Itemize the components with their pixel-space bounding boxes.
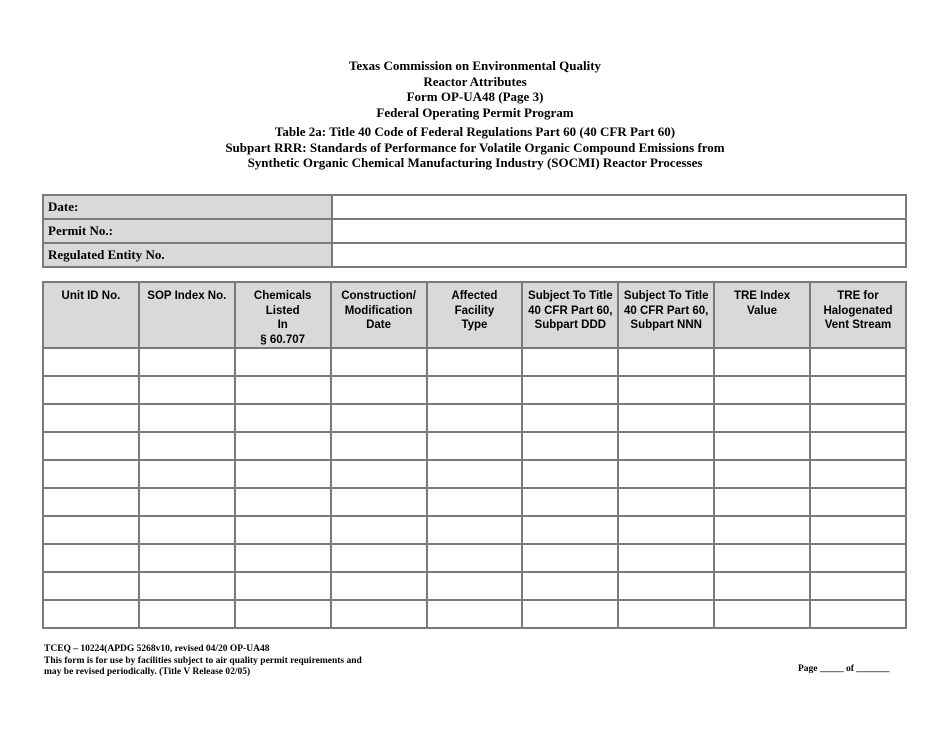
entity-row — [43, 243, 906, 267]
table-cell[interactable] — [522, 544, 618, 572]
table-cell[interactable] — [235, 600, 331, 628]
table-cell[interactable] — [427, 600, 523, 628]
table-cell[interactable] — [427, 488, 523, 516]
column-header-line: Construction/ — [341, 290, 416, 302]
table-row — [43, 544, 906, 572]
table-cell[interactable] — [714, 544, 810, 572]
column-header-line: Subject To Title — [528, 290, 613, 302]
form-subject: Reactor Attributes — [423, 73, 527, 89]
table-cell[interactable] — [43, 348, 139, 376]
table-cell[interactable] — [522, 516, 618, 544]
date-row — [43, 195, 906, 219]
column-header-line: Subpart NNN — [630, 319, 702, 331]
table-cell[interactable] — [714, 572, 810, 600]
table-cell[interactable] — [427, 404, 523, 432]
column-header — [427, 282, 523, 348]
table-cell[interactable] — [235, 488, 331, 516]
table-cell[interactable] — [43, 600, 139, 628]
column-header-line: Date — [366, 319, 392, 331]
column-header — [139, 282, 235, 348]
program-name: Federal Operating Permit Program — [376, 104, 574, 120]
permit-info-table — [42, 194, 907, 268]
column-header-line: Subpart DDD — [534, 319, 607, 331]
table-cell[interactable] — [139, 404, 235, 432]
table-cell[interactable] — [331, 600, 427, 628]
table-cell[interactable] — [810, 516, 906, 544]
regulated-entity-field[interactable] — [332, 243, 906, 267]
regulated-entity-label: Regulated Entity No. — [43, 243, 332, 267]
table-cell[interactable] — [235, 572, 331, 600]
table-cell[interactable] — [139, 572, 235, 600]
table-cell[interactable] — [810, 572, 906, 600]
table-title: Table 2a: Title 40 Code of Federal Regulations Part 60 (40 CFR Part 60) — [274, 124, 676, 139]
table-cell[interactable] — [522, 572, 618, 600]
table-cell[interactable] — [331, 348, 427, 376]
table-cell[interactable] — [235, 404, 331, 432]
permit-number-field[interactable] — [332, 219, 906, 243]
table-cell[interactable] — [139, 600, 235, 628]
table-cell[interactable] — [235, 348, 331, 376]
table-cell[interactable] — [331, 516, 427, 544]
table-cell[interactable] — [714, 488, 810, 516]
table-cell[interactable] — [331, 432, 427, 460]
table-cell[interactable] — [331, 544, 427, 572]
table-cell[interactable] — [522, 460, 618, 488]
footer-usage-note: This form is for use by facilities subject to air quality permit requirements and — [44, 655, 362, 666]
column-header — [618, 282, 714, 348]
table-cell[interactable] — [618, 488, 714, 516]
column-header-line: In — [277, 319, 288, 331]
table-cell[interactable] — [810, 376, 906, 404]
column-header-line: 40 CFR Part 60, — [624, 304, 709, 317]
table-cell[interactable] — [139, 460, 235, 488]
reactor-attributes-table — [42, 281, 907, 629]
column-header-line: Subject To Title — [623, 290, 709, 302]
agency-name: Texas Commission on Environmental Quality — [348, 58, 602, 73]
table-cell[interactable] — [331, 460, 427, 488]
table-cell[interactable] — [331, 488, 427, 516]
table-cell[interactable] — [235, 516, 331, 544]
column-header-line: 40 CFR Part 60, — [528, 304, 613, 317]
page-number: Page _____ of _______ — [798, 664, 890, 674]
table-cell[interactable] — [714, 600, 810, 628]
form-number: Form OP-UA48 (Page 3) — [406, 89, 544, 104]
table-cell[interactable] — [522, 348, 618, 376]
table-cell[interactable] — [810, 348, 906, 376]
column-header-line: SOP Index No. — [147, 290, 227, 302]
permit-number-label: Permit No.: — [43, 219, 332, 243]
table-row — [43, 600, 906, 628]
table-cell[interactable] — [714, 404, 810, 432]
column-header — [810, 282, 906, 348]
form-header — [0, 58, 950, 171]
table-cell[interactable] — [618, 348, 714, 376]
table-cell[interactable] — [714, 432, 810, 460]
permit-row — [43, 219, 906, 243]
table-cell[interactable] — [427, 348, 523, 376]
table-cell[interactable] — [810, 460, 906, 488]
table-cell[interactable] — [618, 460, 714, 488]
column-header-line: TRE Index Value — [733, 290, 791, 317]
table-cell[interactable] — [427, 572, 523, 600]
column-header-line: Vent Stream — [824, 319, 892, 331]
table-cell[interactable] — [810, 600, 906, 628]
table-row — [43, 348, 906, 376]
column-header-row — [43, 282, 906, 348]
table-cell[interactable] — [331, 572, 427, 600]
table-cell[interactable] — [235, 460, 331, 488]
table-cell[interactable] — [810, 544, 906, 572]
table-cell[interactable] — [331, 376, 427, 404]
table-cell[interactable] — [810, 404, 906, 432]
column-header-line: Type — [461, 319, 488, 331]
table-cell[interactable] — [43, 488, 139, 516]
table-cell[interactable] — [139, 544, 235, 572]
table-cell[interactable] — [427, 544, 523, 572]
table-cell[interactable] — [43, 516, 139, 544]
table-cell[interactable] — [714, 376, 810, 404]
table-cell[interactable] — [427, 432, 523, 460]
table-cell[interactable] — [714, 460, 810, 488]
table-cell[interactable] — [43, 572, 139, 600]
footer-form-id: TCEQ – 10224(APDG 5268v10, revised 04/20 OP-UA48 — [44, 644, 270, 654]
table-cell[interactable] — [235, 544, 331, 572]
column-header-line: Affected Facility — [451, 290, 498, 317]
table-cell[interactable] — [139, 516, 235, 544]
table-cell[interactable] — [522, 404, 618, 432]
table-cell[interactable] — [139, 432, 235, 460]
table-cell[interactable] — [139, 348, 235, 376]
table-cell[interactable] — [43, 376, 139, 404]
column-header — [235, 282, 331, 348]
column-header-line: Unit ID No. — [61, 290, 121, 302]
table-cell[interactable] — [43, 432, 139, 460]
table-cell[interactable] — [618, 376, 714, 404]
table-row — [43, 376, 906, 404]
table-cell[interactable] — [139, 488, 235, 516]
column-header-line: TRE for — [837, 290, 879, 302]
form-footer — [44, 644, 362, 679]
table-cell[interactable] — [618, 544, 714, 572]
table-cell[interactable] — [139, 376, 235, 404]
subpart-title: Subpart RRR: Standards of Performance for Volatile Organic Compound Emissions from — [225, 139, 725, 155]
table-cell[interactable] — [810, 488, 906, 516]
table-cell[interactable] — [618, 516, 714, 544]
column-header — [331, 282, 427, 348]
table-cell[interactable] — [522, 376, 618, 404]
table-cell[interactable] — [522, 600, 618, 628]
table-cell[interactable] — [235, 376, 331, 404]
table-cell[interactable] — [43, 544, 139, 572]
table-cell[interactable] — [427, 516, 523, 544]
column-header — [43, 282, 139, 348]
table-cell[interactable] — [43, 460, 139, 488]
footer-release-note: may be revised periodically. (Title V Release 02/05) — [44, 667, 251, 678]
table-cell[interactable] — [714, 348, 810, 376]
column-header — [522, 282, 618, 348]
subpart-title-continued: Synthetic Organic Chemical Manufacturing Industry (SOCMI) Reactor Processes — [247, 155, 703, 170]
table-row — [43, 572, 906, 600]
table-cell[interactable] — [618, 600, 714, 628]
column-header — [714, 282, 810, 348]
date-label: Date: — [43, 195, 332, 219]
table-row — [43, 432, 906, 460]
date-field[interactable] — [332, 195, 906, 219]
table-cell[interactable] — [618, 572, 714, 600]
column-header-line: Modification — [344, 304, 413, 317]
column-header-line: § 60.707 — [260, 333, 306, 346]
table-cell[interactable] — [43, 404, 139, 432]
table-cell[interactable] — [714, 516, 810, 544]
table-cell[interactable] — [618, 404, 714, 432]
column-header-line: Halogenated — [823, 304, 893, 317]
table-row — [43, 460, 906, 488]
table-row — [43, 488, 906, 516]
table-row — [43, 404, 906, 432]
table-cell[interactable] — [522, 432, 618, 460]
table-cell[interactable] — [427, 460, 523, 488]
table-cell[interactable] — [810, 432, 906, 460]
table-cell[interactable] — [235, 432, 331, 460]
table-cell[interactable] — [522, 488, 618, 516]
table-cell[interactable] — [427, 376, 523, 404]
table-row — [43, 516, 906, 544]
table-cell[interactable] — [618, 432, 714, 460]
column-header-line: Chemicals Listed — [253, 290, 312, 317]
table-cell[interactable] — [331, 404, 427, 432]
